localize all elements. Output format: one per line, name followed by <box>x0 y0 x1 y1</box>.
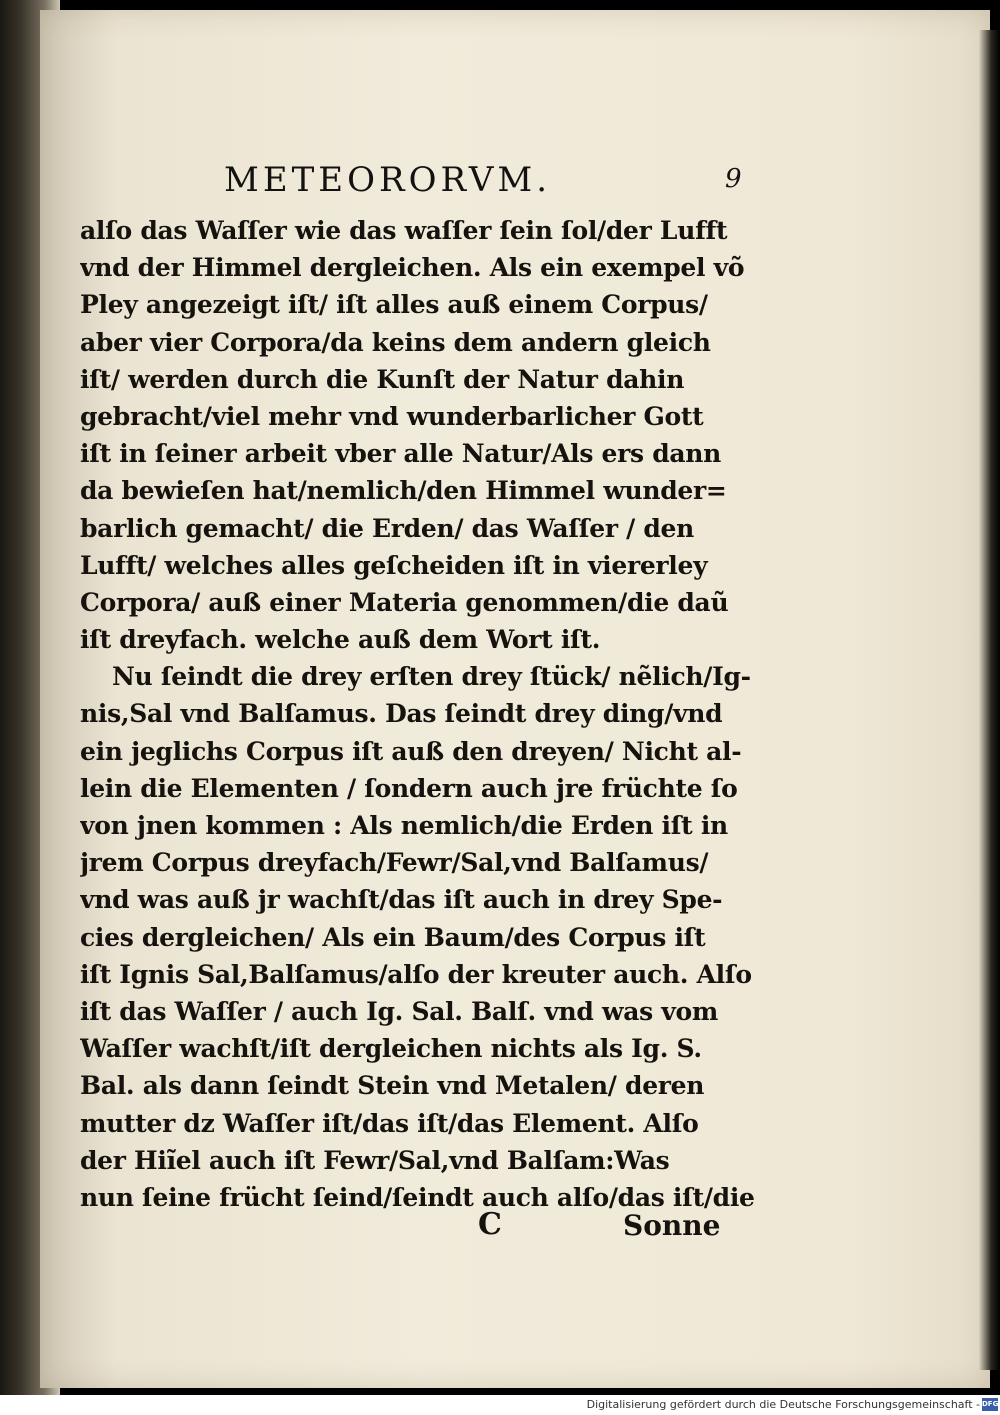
text-line: lein die Elementen / ſondern auch jre früchte ſo <box>80 773 738 803</box>
funding-credit: Digitalisierung gefördert durch die Deutsche Forschungsgemeinschaft - <box>586 1398 980 1411</box>
text-line: Bal. als dann ſeindt Stein vnd Metalen/ deren <box>80 1071 705 1101</box>
text-line: da bewieſen hat/nemlich/den Himmel wunder= <box>80 476 727 506</box>
text-line: cies dergleichen/ Als ein Baum/des Corpus iſt <box>80 922 706 952</box>
text-line: der Hiĩel auch iſt Fewr/Sal,vnd Balſam:Was <box>80 1145 670 1175</box>
page-number: 9 <box>725 164 742 194</box>
text-line: nun ſeine frücht ſeind/ſeindt auch alſo/das iſt/die <box>80 1182 755 1212</box>
text-line: iſt das Waſſer / auch Ig. Sal. Balſ. vnd was vom <box>80 996 719 1026</box>
text-line: ein jeglichs Corpus iſt auß den dreyen/ Nicht al- <box>80 736 742 766</box>
text-line: barlich gemacht/ die Erden/ das Waſſer / den <box>80 513 695 543</box>
page-edge-shadow <box>978 30 1000 1370</box>
dfg-logo: DFG <box>982 1398 998 1411</box>
text-line: Lufft/ welches alles geſcheiden iſt in viererley <box>80 550 708 580</box>
text-line: mutter dz Waſſer iſt/das iſt/das Element. Alſo <box>80 1108 699 1138</box>
signature-mark: C <box>478 1207 502 1242</box>
body-text-block <box>80 212 760 1216</box>
text-line: iſt/ werden durch die Kunſt der Natur dahin <box>80 364 685 394</box>
page-footer <box>80 1207 760 1247</box>
text-line: iſt in ſeiner arbeit vber alle Natur/Als ers dann <box>80 439 722 469</box>
text-line: vnd der Himmel dergleichen. Als ein exempel võ <box>80 253 745 283</box>
text-line: jrem Corpus dreyfach/Fewr/Sal,vnd Balſamus/ <box>80 848 709 878</box>
running-title: METEORORVM. <box>224 160 552 200</box>
text-line: aber vier Corpora/da keins dem andern gleich <box>80 327 711 357</box>
text-line: gebracht/viel mehr vnd wunderbarlicher Gott <box>80 401 704 431</box>
text-line: Pley angezeigt iſt/ iſt alles auß einem Corpus/ <box>80 290 708 320</box>
text-line: iſt Ignis Sal,Balſamus/alſo der kreuter auch. Alſo <box>80 959 752 989</box>
running-header <box>180 160 780 208</box>
text-line: Waſſer wachſt/iſt dergleichen nichts als Ig. S. <box>80 1034 702 1064</box>
text-line: alſo das Waſſer wie das waſſer ſein ſol/der Lufft <box>80 216 728 245</box>
text-line: vnd was auß jr wachſt/das iſt auch in drey Spe- <box>80 885 723 915</box>
text-line: nis,Sal vnd Balſamus. Das ſeindt drey ding/vnd <box>80 699 723 729</box>
text-line: iſt dreyfach. welche auß dem Wort iſt. <box>80 625 601 655</box>
catchword: Sonne <box>623 1209 721 1242</box>
text-line: von jnen kommen : Als nemlich/die Erden iſt in <box>80 811 728 840</box>
paragraph-first-line: Nu ſeindt die drey erſten drey ſtück/ nẽlich/Ig- <box>112 662 751 692</box>
text-line: Corpora/ auß einer Materia genommen/die daũ <box>80 587 729 617</box>
credit-bar <box>0 1395 1000 1415</box>
